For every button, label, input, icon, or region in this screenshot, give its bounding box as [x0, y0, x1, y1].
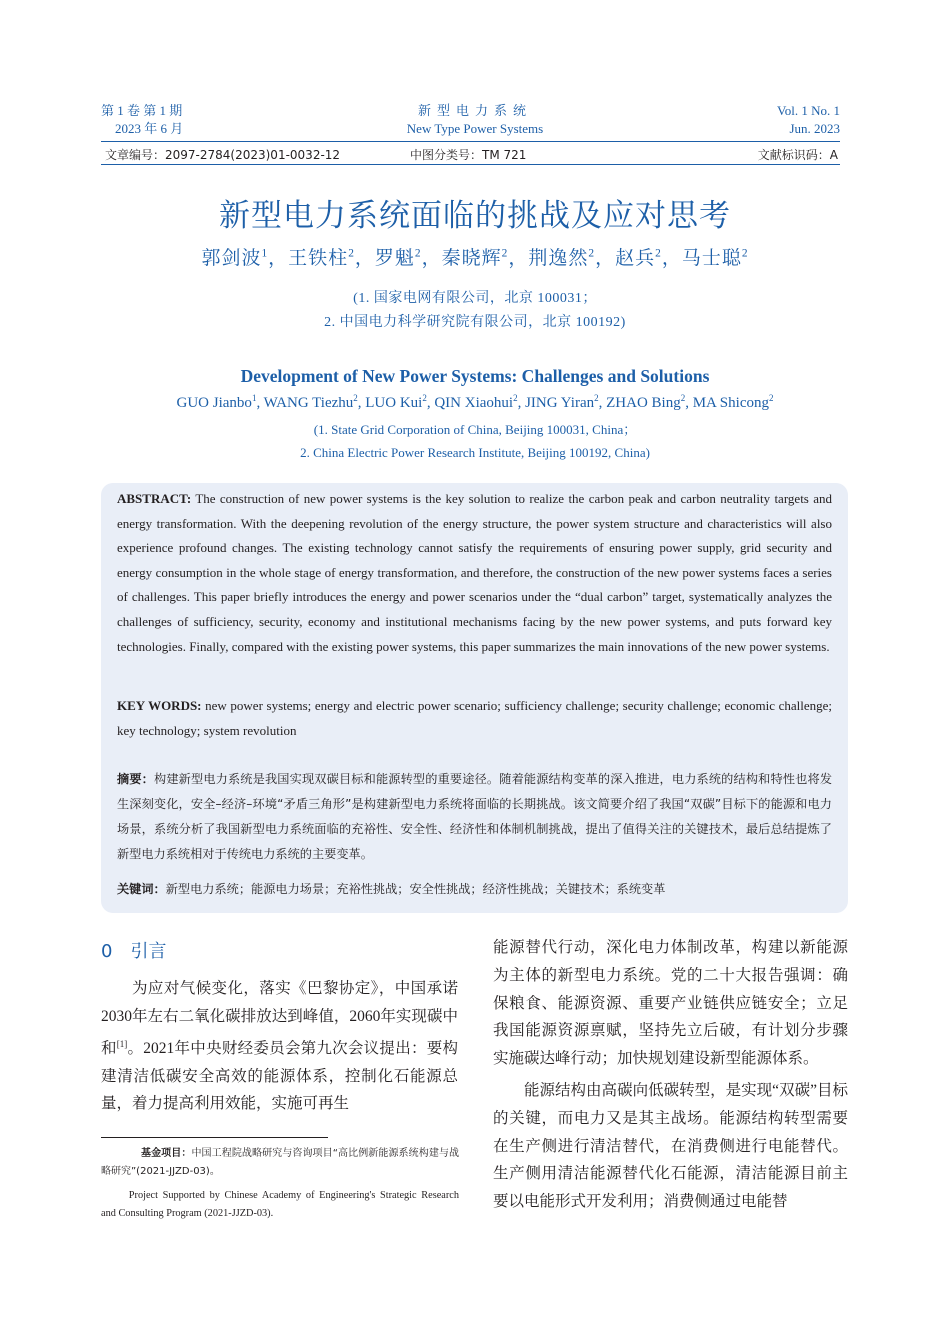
footnote-rule — [101, 1137, 328, 1138]
citation-ref[interactable]: [1] — [116, 1038, 128, 1049]
abstract-en-label: ABSTRACT: — [117, 491, 192, 506]
author — [201, 248, 268, 269]
footnote — [101, 1145, 459, 1222]
affiliations-cn — [0, 287, 950, 335]
title-en: Development of New Power Systems: Challenges and Solutions — [240, 366, 710, 386]
author-affiliation-mark: 1 — [251, 393, 257, 403]
author-name: MA Shicong — [692, 395, 769, 411]
body-paragraph — [101, 975, 458, 1118]
issue-volume: 第 1 卷 第 1 期 — [101, 103, 183, 118]
author-name: 郭剑波 — [201, 248, 262, 269]
affiliations-en — [0, 418, 950, 464]
keywords-cn — [117, 877, 832, 902]
author-name: QIN Xiaohui — [434, 395, 514, 411]
author — [434, 395, 517, 411]
footnote-cn — [101, 1145, 459, 1180]
document-code: 文献标识码：A — [757, 148, 838, 162]
affiliation-cn-2: 2. 中国电力科学研究院有限公司，北京 100192) — [324, 315, 626, 330]
journal-issue — [101, 102, 183, 138]
author — [682, 248, 749, 269]
affiliation-en-2: 2. China Electric Power Research Institute, Beijing 100192, China) — [300, 445, 650, 460]
section-number: 0 — [101, 941, 113, 962]
abstract-cn-label: 摘要： — [117, 772, 154, 786]
author — [528, 248, 595, 269]
author-name: GUO Jianbo — [176, 395, 252, 411]
keywords-en-label: KEY WORDS: — [117, 698, 202, 713]
footnote-cn-label: 基金项目： — [141, 1148, 192, 1159]
author-name: 罗魁 — [374, 248, 415, 269]
author-affiliation-mark: 2 — [422, 393, 427, 403]
issue-date-en: Jun. 2023 — [789, 121, 840, 136]
footnote-cn-text: 中国工程院战略研究与咨询项目“高比例新能源系统构建与战略研究”(2021-JJZD-03)。 — [101, 1148, 460, 1177]
author-affiliation-mark: 2 — [348, 247, 355, 260]
article-number: 文章编号：2097-2784(2023)01-0032-12 — [105, 148, 341, 162]
author-name: 荆逸然 — [528, 248, 589, 269]
body-left-column — [101, 975, 458, 1118]
footnote-en: Project Supported by Chinese Academy of Engineering's Strategic Research and Consulting Program (2021-JJZD-03). — [101, 1190, 459, 1219]
author-name: LUO Kui — [365, 395, 423, 411]
affiliation-cn-1: (1. 国家电网有限公司，北京 100031； — [353, 291, 597, 306]
author-affiliation-mark: 2 — [594, 393, 599, 403]
author-affiliation-mark: 2 — [501, 247, 509, 260]
abstract-en — [117, 487, 832, 659]
meta-rule — [101, 164, 840, 165]
section-title: 引言 — [130, 941, 167, 962]
author — [288, 248, 355, 269]
abstract-en-text: The construction of new power systems is the key solution to realize the carbon peak and carbon neutrality targets and energy transformation. With the deepening revolution of the energy structure, the power system structure and characteristics will also experience profound changes. The existing technology cannot satisfy the requirements of ensuring power supply, grid security and energy consumption in the whole stage of energy transformation, and therefore, the construction of the new power systems faces a series of challenges. This paper briefly introduces the energy and power scenarios under the “dual carbon” target, systematically analyzes the challenges of sufficiency, security, economy and institutional mechanisms facing by the new power systems, and puts forward key technologies. Finally, compared with the existing power systems, this paper summarizes the main innovations of the new power systems. — [117, 491, 833, 654]
author-name: 王铁柱 — [288, 248, 349, 269]
issue-date: 2023 年 6 月 — [115, 121, 184, 136]
abstract-cn-text: 构建新型电力系统是我国实现双碳目标和能源转型的重要途径。随着能源结构变革的深入推进，电力系统的结构和特性也将发生深刻变化，安全–经济–环境“矛盾三角形”是构建新型电力系统将面临的长期挑战。该文简要介绍了我国“双碳”目标下的能源和电力场景，系统分析了我国新型电力系统面临的充裕性、安全性、经济性和体制机制挑战，提出了值得关注的关键技术，最后总结提炼了新型电力系统相对于传统电力系统的主要变革。 — [117, 772, 833, 861]
author — [365, 395, 427, 411]
author-affiliation-mark: 2 — [680, 393, 686, 403]
author-affiliation-mark: 2 — [768, 393, 774, 403]
author — [442, 248, 509, 269]
author-name: 马士聪 — [681, 248, 742, 269]
journal-issue-en — [777, 102, 840, 138]
author — [606, 395, 685, 411]
author-affiliation-mark: 1 — [261, 247, 269, 260]
section-heading — [101, 937, 166, 963]
abstract-cn — [117, 767, 832, 867]
author — [615, 248, 662, 269]
header-rule — [101, 141, 840, 142]
author — [375, 248, 422, 269]
issue-volume-en: Vol. 1 No. 1 — [777, 103, 840, 118]
body-paragraph: 能源替代行动，深化电力体制改革，构建以新能源为主体的新型电力系统。党的二十大报告强调：确保粮食、能源资源、重要产业链供应链安全；立足我国能源资源禀赋，坚持先立后破，有计划分步骤实施碳达峰行动；加快规划建设新型能源体系。 — [493, 939, 848, 1068]
affiliation-en-1: (1. State Grid Corporation of China, Beijing 100031, China； — [313, 422, 637, 437]
keywords-en — [117, 694, 832, 743]
author-affiliation-mark: 2 — [741, 247, 749, 260]
title-cn: 新型电力系统面临的挑战及应对思考 — [219, 198, 731, 234]
author — [264, 395, 358, 411]
journal-name-en: New Type Power Systems — [406, 121, 544, 136]
author-name: ZHAO Bing — [606, 395, 681, 411]
authors-cn: 郭剑波$^1$，王铁柱$^2$，罗魁$^2$，秦晓辉$^2$，荆逸然$^2$，赵兵$^2$，马士聪$^2$ — [201, 247, 749, 269]
keywords-en-text: new power systems; energy and electric power scenario; sufficiency challenge; security challenge; economic challenge; key technology; system revolution — [117, 698, 833, 738]
author-affiliation-mark: 2 — [588, 247, 596, 260]
journal-name — [300, 102, 650, 138]
author-affiliation-mark: 2 — [353, 393, 358, 403]
author-name: 赵兵 — [615, 248, 656, 269]
body-text: 为应对气候变化，落实《巴黎协定》，中国承诺2030年左右二氧化碳排放达到峰值，2060年实现碳中和 — [101, 980, 458, 1057]
author — [693, 395, 774, 411]
keywords-cn-label: 关键词： — [117, 882, 166, 896]
author-name: WANG Tiezhu — [263, 395, 354, 411]
body-paragraph: 能源结构由高碳向低碳转型，是实现“双碳”目标的关键，而电力又是其主战场。能源结构转型需要在生产侧进行清洁替代，在消费侧进行电能替代。生产侧用清洁能源替代化石能源，清洁能源目前主要以电能形式开发利用；消费侧通过电能替 — [493, 1081, 848, 1211]
body-text: 。2021年中央财经委员会第九次会议提出：要构建清洁低碳安全高效的能源体系，控制化石能源总量，着力提高利用效能，实施可再生 — [101, 1039, 458, 1113]
author-affiliation-mark: 2 — [414, 247, 422, 260]
body-right-column — [493, 934, 848, 1216]
keywords-cn-text: 新型电力系统；能源电力场景；充裕性挑战；安全性挑战；经济性挑战；关键技术；系统变革 — [165, 882, 666, 896]
author-name: JING Yiran — [525, 395, 595, 411]
clc-number: 中图分类号：TM 721 — [410, 148, 527, 162]
author — [525, 395, 599, 411]
author — [177, 395, 257, 411]
author-affiliation-mark: 2 — [655, 247, 662, 260]
author-affiliation-mark: 2 — [513, 393, 518, 403]
authors-en: GUO Jianbo$^1$, WANG Tiezhu$^2$, LUO Kui$^2$, QIN Xiaohui$^2$, JING Yiran$^2$, ZHAO Bing$^2$, MA Shicong$^2$ — [176, 393, 774, 411]
journal-name-cn: 新型电力系统 — [417, 103, 532, 118]
author-name: 秦晓辉 — [441, 248, 502, 269]
